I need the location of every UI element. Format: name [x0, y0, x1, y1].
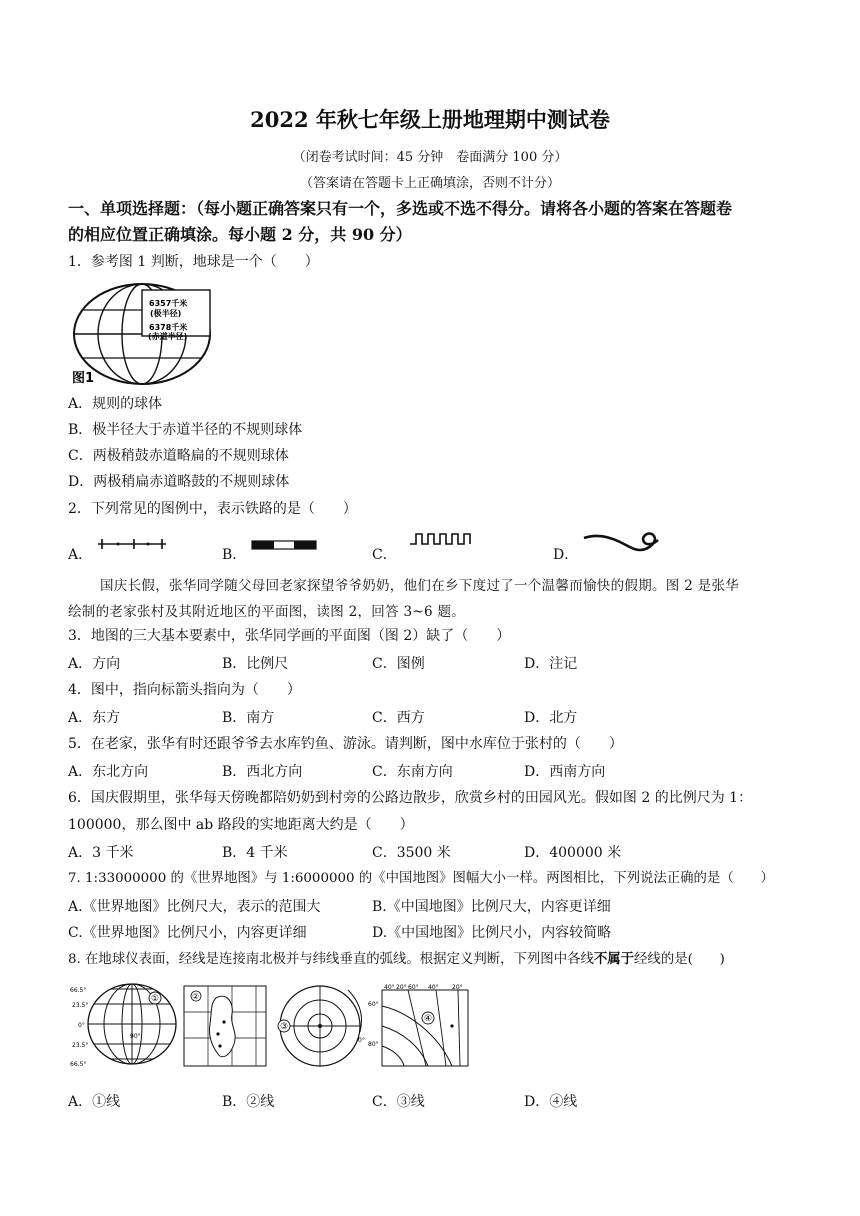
- q7-option-d[interactable]: D.《中国地图》比例尺小，内容较简略: [372, 925, 612, 941]
- section-heading-line2: 的相应位置正确填涂。每小题 2 分，共 90 分）: [68, 225, 412, 244]
- section-heading-line1: 一、单项选择题：（每小题正确答案只有一个，多选或不选不得分。请将各小题的答案在答题卷: [68, 199, 733, 218]
- svg-text:20°: 20°: [452, 984, 463, 991]
- reading-line1: 国庆长假，张华同学随父母回老家探望爷爷奶奶，他们在乡下度过了一个温馨而愉快的假期。图 2 是张华: [100, 578, 740, 594]
- q1-option-d[interactable]: D．两极稍扁赤道略鼓的不规则球体: [68, 474, 290, 490]
- figure-polar-arc: [340, 986, 370, 1046]
- svg-text:0°: 0°: [358, 1037, 365, 1044]
- q8-stem-part2: 经线的是( ): [634, 952, 725, 967]
- fig1-equator-radius: 6378千米: [149, 323, 188, 332]
- q6-option-b[interactable]: B．4 千米: [222, 845, 288, 861]
- q7-stem: 7. 1:33000000 的《世界地图》与 1:6000000 的《中国地图》图幅大小一样。两图相比，下列说法正确的是（ ）: [68, 871, 774, 886]
- svg-text:23.5°: 23.5°: [72, 1002, 89, 1009]
- q3-option-d[interactable]: D．注记: [524, 656, 578, 672]
- q2-option-a[interactable]: A．: [68, 547, 93, 563]
- q4-option-d[interactable]: D．北方: [524, 710, 578, 726]
- q3-stem: 3．地图的三大基本要素中，张华同学画的平面图（图 2）缺了（ ）: [68, 628, 511, 644]
- q7-option-c[interactable]: C.《世界地图》比例尺小，内容更详细: [68, 925, 307, 941]
- q7-option-b[interactable]: B.《中国地图》比例尺大，内容更详细: [372, 899, 611, 915]
- q2-stem: 2．下列常见的图例中，表示铁路的是（ ）: [68, 501, 357, 517]
- q4-stem: 4．图中，指向标箭头指向为（ ）: [68, 682, 301, 698]
- q6-stem-line1: 6．国庆假期里，张华每天傍晚都陪奶奶到村旁的公路边散步，欣赏乡村的田园风光。假如图 2 的比例尺为 1：: [68, 790, 753, 806]
- q3-option-a[interactable]: A．方向: [68, 656, 121, 672]
- figure-map-grid: [182, 984, 270, 1068]
- q8-option-c[interactable]: C．③线: [372, 1094, 425, 1110]
- legend-boundary-symbol: [96, 536, 170, 552]
- legend-wall-symbol: [408, 530, 476, 548]
- exam-title: 2022 年秋七年级上册地理期中测试卷: [250, 107, 610, 132]
- q1-option-a[interactable]: A．规则的球体: [68, 396, 163, 412]
- q6-stem-line2: 100000，那么图中 ab 路段的实地距离大约是（ ）: [68, 817, 414, 833]
- svg-text:0°: 0°: [78, 1022, 85, 1029]
- q1-stem: 1．参考图 1 判断，地球是一个（ ）: [68, 254, 319, 270]
- q5-option-b[interactable]: B．西北方向: [222, 764, 303, 780]
- fig-marker-4: ④: [424, 1014, 433, 1024]
- svg-text:40°: 40°: [384, 984, 395, 991]
- q5-stem: 5．在老家，张华有时还跟爷爷去水库钓鱼、游泳。请判断，图中水库位于张村的（ ）: [68, 736, 623, 752]
- fig1-label: 图1: [72, 371, 95, 386]
- figure-globe-grid: [70, 980, 180, 1068]
- svg-text:20°: 20°: [396, 984, 407, 991]
- q2-option-d[interactable]: D．: [553, 547, 579, 563]
- svg-text:66.5°: 66.5°: [70, 987, 87, 994]
- q8-stem-emphasis: 不属于: [593, 951, 635, 967]
- q6-option-d[interactable]: D．400000 米: [524, 845, 622, 861]
- q8-option-b[interactable]: B．②线: [222, 1094, 275, 1110]
- q3-option-b[interactable]: B．比例尺: [222, 656, 289, 672]
- figure-1-earth-radius: [70, 278, 220, 386]
- q4-option-a[interactable]: A．东方: [68, 710, 121, 726]
- exam-subtitle-time: （闭卷考试时间：45 分钟 卷面满分 100 分）: [292, 150, 568, 165]
- q6-option-a[interactable]: A．3 千米: [68, 845, 134, 861]
- exam-subtitle-answer: （答案请在答题卡上正确填涂，否则不计分）: [299, 176, 560, 191]
- q4-option-b[interactable]: B．南方: [222, 710, 275, 726]
- legend-river-symbol: [582, 528, 664, 554]
- svg-text:80°: 80°: [368, 1041, 379, 1048]
- svg-text:60°: 60°: [368, 1001, 379, 1008]
- q7-option-a[interactable]: A.《世界地图》比例尺大，表示的范围大: [68, 899, 321, 915]
- fig-marker-3: ③: [280, 1022, 289, 1032]
- svg-text:66.5°: 66.5°: [70, 1061, 87, 1068]
- q8-option-a[interactable]: A．①线: [68, 1094, 121, 1110]
- q1-option-c[interactable]: C．两极稍鼓赤道略扁的不规则球体: [68, 448, 289, 464]
- legend-railway-symbol: [250, 538, 320, 552]
- svg-text:23.5°: 23.5°: [72, 1042, 89, 1049]
- fig1-polar-note: (极半径): [150, 309, 182, 318]
- fig-marker-2: ②: [192, 992, 200, 1001]
- q8-option-d[interactable]: D．④线: [524, 1094, 578, 1110]
- q5-option-d[interactable]: D．西南方向: [524, 764, 606, 780]
- q6-option-c[interactable]: C．3500 米: [372, 845, 451, 861]
- q5-option-a[interactable]: A．东北方向: [68, 764, 149, 780]
- fig-marker-1: ①: [151, 994, 160, 1004]
- q1-option-b[interactable]: B．极半径大于赤道半径的不规则球体: [68, 422, 303, 438]
- q4-option-c[interactable]: C．西方: [372, 710, 425, 726]
- q3-option-c[interactable]: C．图例: [372, 656, 425, 672]
- svg-text:90°: 90°: [130, 1033, 141, 1040]
- svg-text:60°: 60°: [408, 984, 419, 991]
- q8-stem-part1: 8. 在地球仪表面，经线是连接南北极并与纬线垂直的弧线。根据定义判断，下列图中各线: [68, 952, 594, 967]
- reading-line2: 绘制的老家张村及其附近地区的平面图，读图 2，回答 3~6 题。: [68, 604, 466, 620]
- q8-stem: [68, 949, 725, 970]
- figure-fan-grid: [368, 982, 472, 1072]
- fig1-polar-radius: 6357千米: [149, 299, 188, 308]
- q2-option-b[interactable]: B．: [222, 547, 247, 563]
- q5-option-c[interactable]: C．东南方向: [372, 764, 453, 780]
- q2-option-c[interactable]: C．: [372, 547, 397, 563]
- fig1-equator-note: (赤道半径): [148, 332, 188, 341]
- svg-text:40°: 40°: [428, 984, 439, 991]
